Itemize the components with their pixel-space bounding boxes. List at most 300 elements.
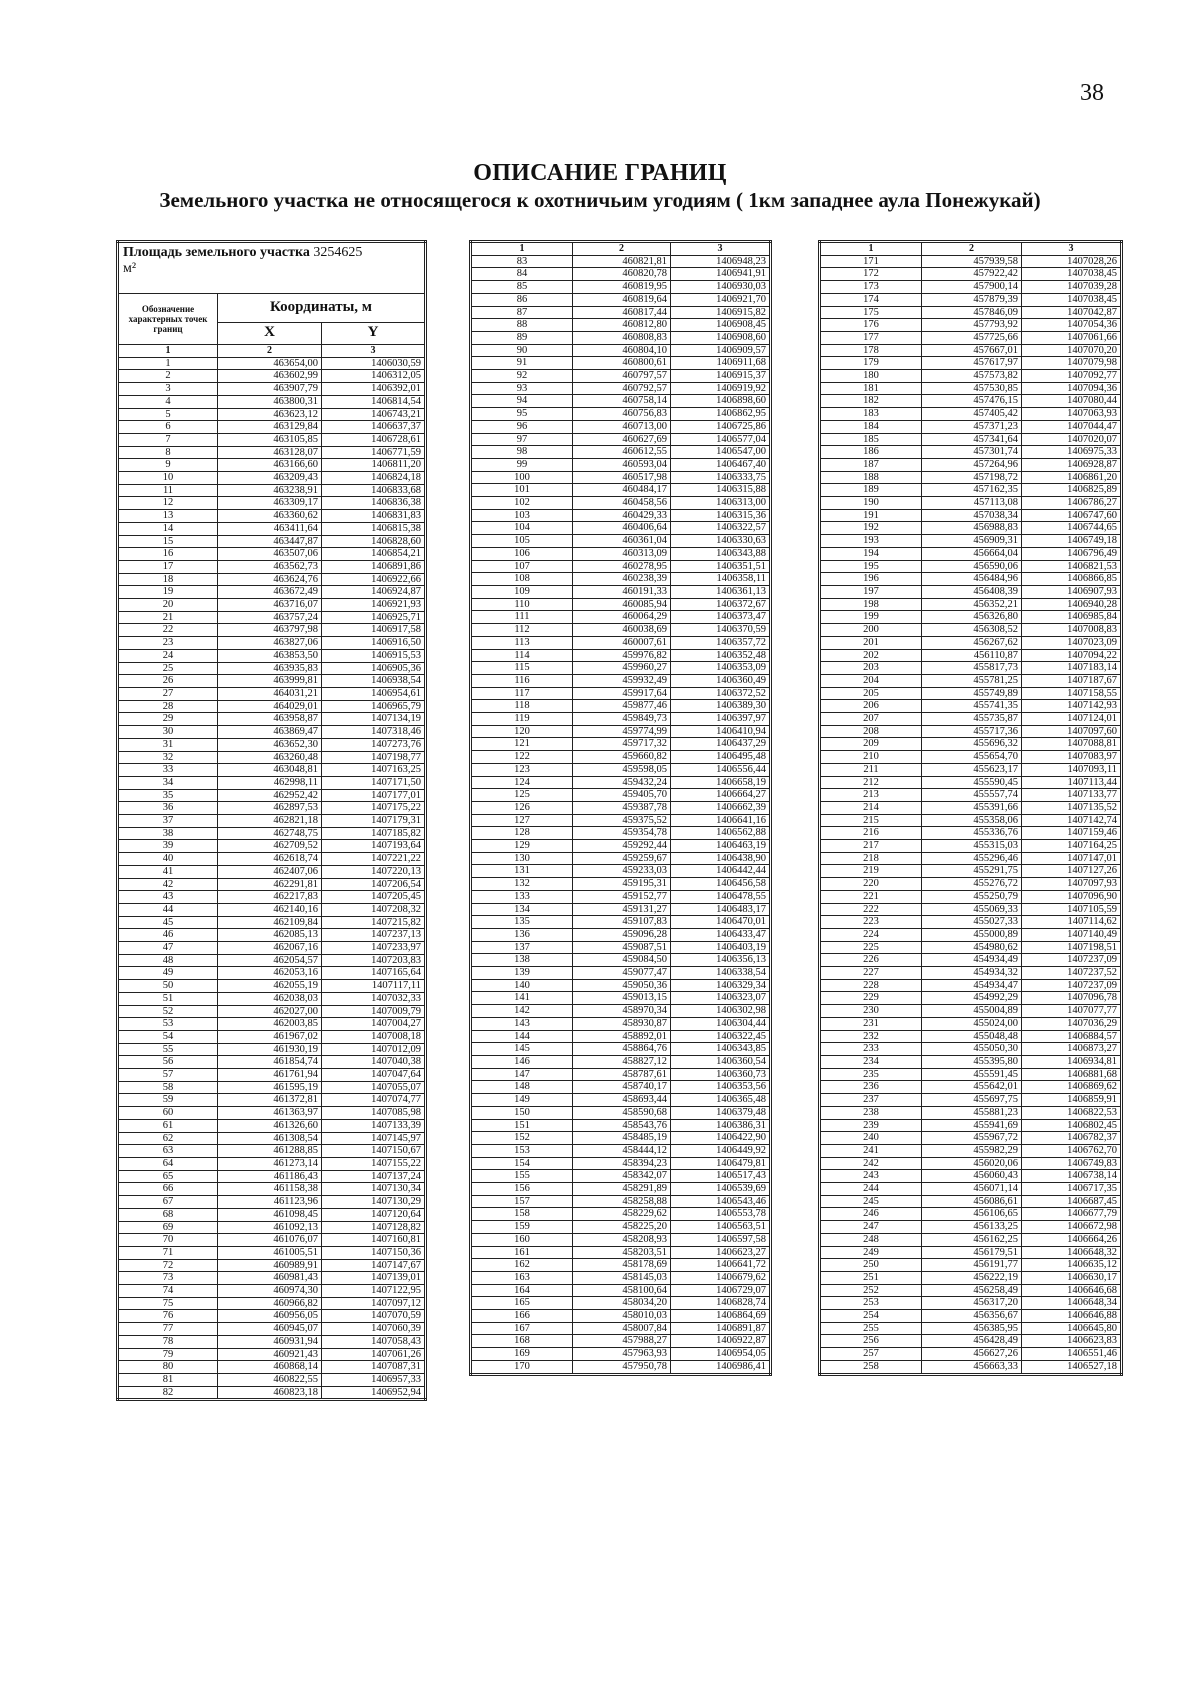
table-row [820,433,1122,446]
y-coordinate-cell: 1406646,68 [1022,1284,1122,1297]
table-row [471,509,771,522]
point-number-cell: 136 [471,928,573,941]
point-number-cell: 126 [471,801,573,814]
x-coordinate-cell: 454934,47 [922,979,1022,992]
table-row [820,331,1122,344]
point-number-cell: 24 [118,649,218,662]
y-coordinate-cell: 1406908,60 [671,331,771,344]
y-coordinate-cell: 1406373,47 [671,611,771,624]
table-row [471,344,771,357]
point-number-cell: 122 [471,751,573,764]
x-coordinate-cell: 462067,16 [218,942,322,955]
y-coordinate-cell: 1407088,81 [1022,738,1122,751]
y-coordinate-cell: 1406891,86 [322,560,426,573]
point-number-cell: 94 [471,395,573,408]
point-number-cell: 254 [820,1310,922,1323]
y-coordinate-cell: 1407032,33 [322,992,426,1005]
x-coordinate-cell: 455391,66 [922,801,1022,814]
table-row [118,929,426,942]
point-number-cell: 132 [471,878,573,891]
y-coordinate-cell: 1406329,34 [671,979,771,992]
table-row [820,319,1122,332]
table-row [820,776,1122,789]
x-coordinate-cell: 463800,31 [218,395,322,408]
y-coordinate-cell: 1407130,34 [322,1183,426,1196]
y-coordinate-cell: 1406330,63 [671,535,771,548]
table-row [471,319,771,332]
x-coordinate-cell: 463907,79 [218,383,322,396]
x-coordinate-cell: 463048,81 [218,764,322,777]
table-row [118,1107,426,1120]
point-number-cell: 108 [471,573,573,586]
table-row [471,395,771,408]
table-row [471,585,771,598]
table-row [471,331,771,344]
point-number-cell: 174 [820,293,922,306]
x-coordinate-cell: 456988,83 [922,522,1022,535]
table-row [118,1183,426,1196]
x-coordinate-cell: 463797,98 [218,624,322,637]
table-row [118,802,426,815]
table-row [471,1030,771,1043]
y-coordinate-cell: 1407128,82 [322,1221,426,1234]
x-coordinate-cell: 458208,93 [573,1233,671,1246]
x-coordinate-cell: 456162,25 [922,1233,1022,1246]
x-coordinate-cell: 463309,17 [218,497,322,510]
table-row [118,865,426,878]
table-row [471,1221,771,1234]
table-row [118,891,426,904]
point-number-cell: 85 [471,281,573,294]
y-header: Y [322,322,426,344]
y-coordinate-cell: 1407008,18 [322,1030,426,1043]
table-row [820,1132,1122,1145]
x-coordinate-cell: 459387,78 [573,801,671,814]
x-coordinate-cell: 463716,07 [218,599,322,612]
table-row [471,1056,771,1069]
y-coordinate-cell: 1407060,39 [322,1323,426,1336]
x-coordinate-cell: 463827,06 [218,637,322,650]
table-row [118,560,426,573]
y-coordinate-cell: 1406641,72 [671,1259,771,1272]
point-number-cell: 217 [820,840,922,853]
y-coordinate-cell: 1406911,68 [671,357,771,370]
x-coordinate-cell: 463411,64 [218,522,322,535]
x-coordinate-cell: 460627,69 [573,433,671,446]
y-coordinate-cell: 1406921,93 [322,599,426,612]
y-coordinate-cell: 1406664,27 [671,789,771,802]
table-row [118,675,426,688]
table-row [118,1056,426,1069]
y-coordinate-cell: 1406922,66 [322,573,426,586]
y-coordinate-cell: 1406483,17 [671,903,771,916]
point-number-cell: 65 [118,1170,218,1183]
y-coordinate-cell: 1407140,49 [1022,928,1122,941]
x-coordinate-cell: 459077,47 [573,967,671,980]
y-coordinate-cell: 1407114,62 [1022,916,1122,929]
x-coordinate-cell: 455967,72 [922,1132,1022,1145]
table-row [118,776,426,789]
point-number-cell: 244 [820,1183,922,1196]
point-number-cell: 11 [118,484,218,497]
y-coordinate-cell: 1406954,05 [671,1348,771,1361]
point-number-cell: 192 [820,522,922,535]
table-row [471,967,771,980]
table-row [471,1132,771,1145]
table-row [118,687,426,700]
x-coordinate-cell: 460819,95 [573,281,671,294]
point-number-cell: 208 [820,725,922,738]
y-coordinate-cell: 1406556,44 [671,763,771,776]
y-coordinate-cell: 1406898,60 [671,395,771,408]
y-coordinate-cell: 1406356,13 [671,954,771,967]
point-number-cell: 252 [820,1284,922,1297]
table-row [118,954,426,967]
y-coordinate-cell: 1406517,43 [671,1170,771,1183]
y-coordinate-cell: 1406940,28 [1022,598,1122,611]
point-number-cell: 149 [471,1094,573,1107]
point-number-cell: 202 [820,649,922,662]
x-coordinate-cell: 458970,34 [573,1005,671,1018]
point-number-cell: 178 [820,344,922,357]
y-coordinate-cell: 1406379,48 [671,1106,771,1119]
point-number-cell: 137 [471,941,573,954]
table-row [471,624,771,637]
y-coordinate-cell: 1406658,19 [671,776,771,789]
table-row [820,763,1122,776]
point-number-cell: 2 [118,370,218,383]
table-row [820,458,1122,471]
x-coordinate-cell: 456020,06 [922,1157,1022,1170]
x-coordinate-cell: 456179,51 [922,1246,1022,1259]
y-coordinate-cell: 1406957,33 [322,1373,426,1386]
page-number: 38 [1080,80,1104,106]
y-coordinate-cell: 1406985,84 [1022,611,1122,624]
table-row [820,1030,1122,1043]
y-coordinate-cell: 1406361,13 [671,585,771,598]
y-coordinate-cell: 1406662,39 [671,801,771,814]
point-number-cell: 56 [118,1056,218,1069]
point-number-cell: 167 [471,1322,573,1335]
y-coordinate-cell: 1406934,81 [1022,1056,1122,1069]
point-number-cell: 10 [118,472,218,485]
table-row [118,1208,426,1221]
table-row [471,1170,771,1183]
x-coordinate-cell: 459375,52 [573,814,671,827]
point-number-cell: 48 [118,954,218,967]
point-number-cell: 188 [820,471,922,484]
table-row [118,459,426,472]
point-number-cell: 145 [471,1043,573,1056]
x-coordinate-cell: 456326,80 [922,611,1022,624]
table-row [820,446,1122,459]
x-coordinate-cell: 460804,10 [573,344,671,357]
point-number-cell: 8 [118,446,218,459]
point-number-cell: 72 [118,1259,218,1272]
point-number-cell: 215 [820,814,922,827]
table-row [118,611,426,624]
table-row [118,484,426,497]
y-coordinate-cell: 1406822,53 [1022,1106,1122,1119]
y-coordinate-cell: 1407096,78 [1022,992,1122,1005]
y-coordinate-cell: 1406338,54 [671,967,771,980]
y-coordinate-cell: 1407164,25 [1022,840,1122,853]
table-row [471,941,771,954]
y-coordinate-cell: 1406479,81 [671,1157,771,1170]
point-number-cell: 95 [471,408,573,421]
point-number-cell: 64 [118,1158,218,1171]
x-coordinate-cell: 461076,07 [218,1234,322,1247]
table-row [471,1360,771,1374]
y-coordinate-cell: 1406869,62 [1022,1081,1122,1094]
y-coordinate-cell: 1407097,60 [1022,725,1122,738]
point-number-cell: 199 [820,611,922,624]
point-number-cell: 227 [820,967,922,980]
point-number-cell: 81 [118,1373,218,1386]
point-number-cell: 211 [820,763,922,776]
point-number-cell: 124 [471,776,573,789]
x-coordinate-cell: 455315,03 [922,840,1022,853]
y-coordinate-cell: 1406422,90 [671,1132,771,1145]
point-number-cell: 114 [471,649,573,662]
table-row [820,928,1122,941]
point-number-cell: 155 [471,1170,573,1183]
point-number-cell: 255 [820,1322,922,1335]
y-coordinate-cell: 1407155,22 [322,1158,426,1171]
y-coordinate-cell: 1406729,07 [671,1284,771,1297]
y-coordinate-cell: 1407221,22 [322,853,426,866]
x-coordinate-cell: 463129,84 [218,421,322,434]
table-row [820,573,1122,586]
table-row [471,700,771,713]
x-coordinate-cell: 456222,19 [922,1271,1022,1284]
y-coordinate-cell: 1406859,91 [1022,1094,1122,1107]
x-coordinate-cell: 459096,28 [573,928,671,941]
point-number-cell: 55 [118,1043,218,1056]
table-row [471,890,771,903]
table-row [820,535,1122,548]
x-coordinate-cell: 460038,69 [573,624,671,637]
x-coordinate-cell: 463209,43 [218,472,322,485]
table-row [820,484,1122,497]
point-number-cell: 37 [118,815,218,828]
point-number-cell: 146 [471,1056,573,1069]
x-coordinate-cell: 461092,13 [218,1221,322,1234]
table-row [118,764,426,777]
table-row [471,789,771,802]
point-number-cell: 231 [820,1017,922,1030]
x-coordinate-cell: 460931,94 [218,1335,322,1348]
x-coordinate-cell: 462054,57 [218,954,322,967]
x-coordinate-cell: 459932,49 [573,674,671,687]
y-coordinate-cell: 1406543,46 [671,1195,771,1208]
x-coordinate-cell: 460812,80 [573,319,671,332]
x-coordinate-cell: 455336,76 [922,827,1022,840]
y-coordinate-cell: 1406828,74 [671,1297,771,1310]
y-coordinate-cell: 1407139,01 [322,1272,426,1285]
x-coordinate-cell: 461158,38 [218,1183,322,1196]
table-row [118,433,426,446]
point-number-cell: 205 [820,687,922,700]
point-number-cell: 238 [820,1106,922,1119]
point-number-cell: 15 [118,535,218,548]
x-coordinate-cell: 460191,33 [573,585,671,598]
table-row [471,751,771,764]
table-row [820,497,1122,510]
point-number-cell: 117 [471,687,573,700]
x-coordinate-cell: 455697,75 [922,1094,1022,1107]
table-row [820,662,1122,675]
table-row [118,1145,426,1158]
x-coordinate-cell: 458444,12 [573,1144,671,1157]
table-row [820,1144,1122,1157]
x-coordinate-cell: 455048,48 [922,1030,1022,1043]
x-coordinate-cell: 459849,73 [573,713,671,726]
x-coordinate-cell: 458342,07 [573,1170,671,1183]
point-number-cell: 46 [118,929,218,942]
point-number-cell: 135 [471,916,573,929]
point-number-cell: 104 [471,522,573,535]
x-coordinate-cell: 458225,20 [573,1221,671,1234]
y-coordinate-cell: 1406802,45 [1022,1119,1122,1132]
x-coordinate-cell: 455735,87 [922,713,1022,726]
document-title: ОПИСАНИЕ ГРАНИЦ [473,160,727,186]
table-row [820,395,1122,408]
point-number-cell: 225 [820,941,922,954]
point-number-cell: 70 [118,1234,218,1247]
point-number-cell: 38 [118,827,218,840]
point-number-cell: 183 [820,408,922,421]
y-coordinate-cell: 1406925,71 [322,611,426,624]
x-coordinate-cell: 455717,36 [922,725,1022,738]
table-row [820,598,1122,611]
y-coordinate-cell: 1407147,67 [322,1259,426,1272]
x-coordinate-cell: 459917,64 [573,687,671,700]
coordinates-table-1 [116,240,427,1401]
point-number-cell: 198 [820,598,922,611]
point-number-cell: 79 [118,1348,218,1361]
table-row [820,890,1122,903]
x-coordinate-cell: 458394,23 [573,1157,671,1170]
table-row [118,1310,426,1323]
y-coordinate-cell: 1406357,72 [671,636,771,649]
y-coordinate-cell: 1407074,77 [322,1094,426,1107]
table-row [118,738,426,751]
column-index-2: 2 [218,345,322,358]
y-coordinate-cell: 1406930,03 [671,281,771,294]
y-coordinate-cell: 1407233,97 [322,942,426,955]
table-row [118,357,426,370]
point-number-cell: 92 [471,370,573,383]
point-number-cell: 157 [471,1195,573,1208]
y-coordinate-cell: 1406786,27 [1022,497,1122,510]
point-number-cell: 3 [118,383,218,396]
table-row [118,700,426,713]
y-coordinate-cell: 1407183,14 [1022,662,1122,675]
point-number-cell: 78 [118,1335,218,1348]
table-row [471,560,771,573]
x-coordinate-cell: 463166,60 [218,459,322,472]
y-coordinate-cell: 1406646,88 [1022,1310,1122,1323]
table-row [471,535,771,548]
table-row [820,255,1122,268]
column-index-1: 1 [118,345,218,358]
table-row [118,1043,426,1056]
y-coordinate-cell: 1406539,69 [671,1183,771,1196]
table-row [471,814,771,827]
point-number-cell: 76 [118,1310,218,1323]
x-coordinate-cell: 455291,75 [922,865,1022,878]
x-coordinate-cell: 457038,34 [922,509,1022,522]
y-coordinate-cell: 1406825,89 [1022,484,1122,497]
point-number-cell: 17 [118,560,218,573]
table-row [471,573,771,586]
table-row [820,992,1122,1005]
x-coordinate-cell: 456191,77 [922,1259,1022,1272]
x-coordinate-cell: 460484,17 [573,484,671,497]
x-coordinate-cell: 460758,14 [573,395,671,408]
table-row [118,586,426,599]
table-row [820,827,1122,840]
x-coordinate-cell: 460868,14 [218,1361,322,1374]
y-coordinate-cell: 1406796,49 [1022,547,1122,560]
x-coordinate-cell: 460361,04 [573,535,671,548]
table-row [820,1157,1122,1170]
table-row [471,636,771,649]
y-coordinate-cell: 1407085,98 [322,1107,426,1120]
table-row [118,510,426,523]
y-coordinate-cell: 1406907,93 [1022,585,1122,598]
point-number-cell: 184 [820,420,922,433]
table-row [471,1094,771,1107]
y-coordinate-cell: 1406833,68 [322,484,426,497]
table-row [820,840,1122,853]
y-coordinate-cell: 1406597,58 [671,1233,771,1246]
x-coordinate-cell: 454934,32 [922,967,1022,980]
table-row [118,421,426,434]
point-number-cell: 84 [471,268,573,281]
x-coordinate-cell: 457963,93 [573,1348,671,1361]
point-number-cell: 224 [820,928,922,941]
point-number-cell: 241 [820,1144,922,1157]
table-row [820,1056,1122,1069]
table-row [471,979,771,992]
point-number-cell: 191 [820,509,922,522]
y-coordinate-cell: 1406323,07 [671,992,771,1005]
x-coordinate-cell: 457950,78 [573,1360,671,1374]
point-number-cell: 109 [471,585,573,598]
y-coordinate-cell: 1407147,01 [1022,852,1122,865]
table-row [471,1068,771,1081]
x-coordinate-cell: 457198,72 [922,471,1022,484]
x-coordinate-cell: 455250,79 [922,890,1022,903]
x-coordinate-cell: 459195,31 [573,878,671,891]
table-row [820,611,1122,624]
y-coordinate-cell: 1406916,50 [322,637,426,650]
point-number-cell: 57 [118,1069,218,1082]
y-coordinate-cell: 1407158,55 [1022,687,1122,700]
y-coordinate-cell: 1406725,86 [671,420,771,433]
x-coordinate-cell: 458178,69 [573,1259,671,1272]
y-coordinate-cell: 1407044,47 [1022,420,1122,433]
x-coordinate-cell: 458010,03 [573,1310,671,1323]
table-row [118,713,426,726]
x-coordinate-cell: 460822,55 [218,1373,322,1386]
y-coordinate-cell: 1407193,64 [322,840,426,853]
table-row [820,471,1122,484]
table-row [471,547,771,560]
x-coordinate-cell: 457530,85 [922,382,1022,395]
